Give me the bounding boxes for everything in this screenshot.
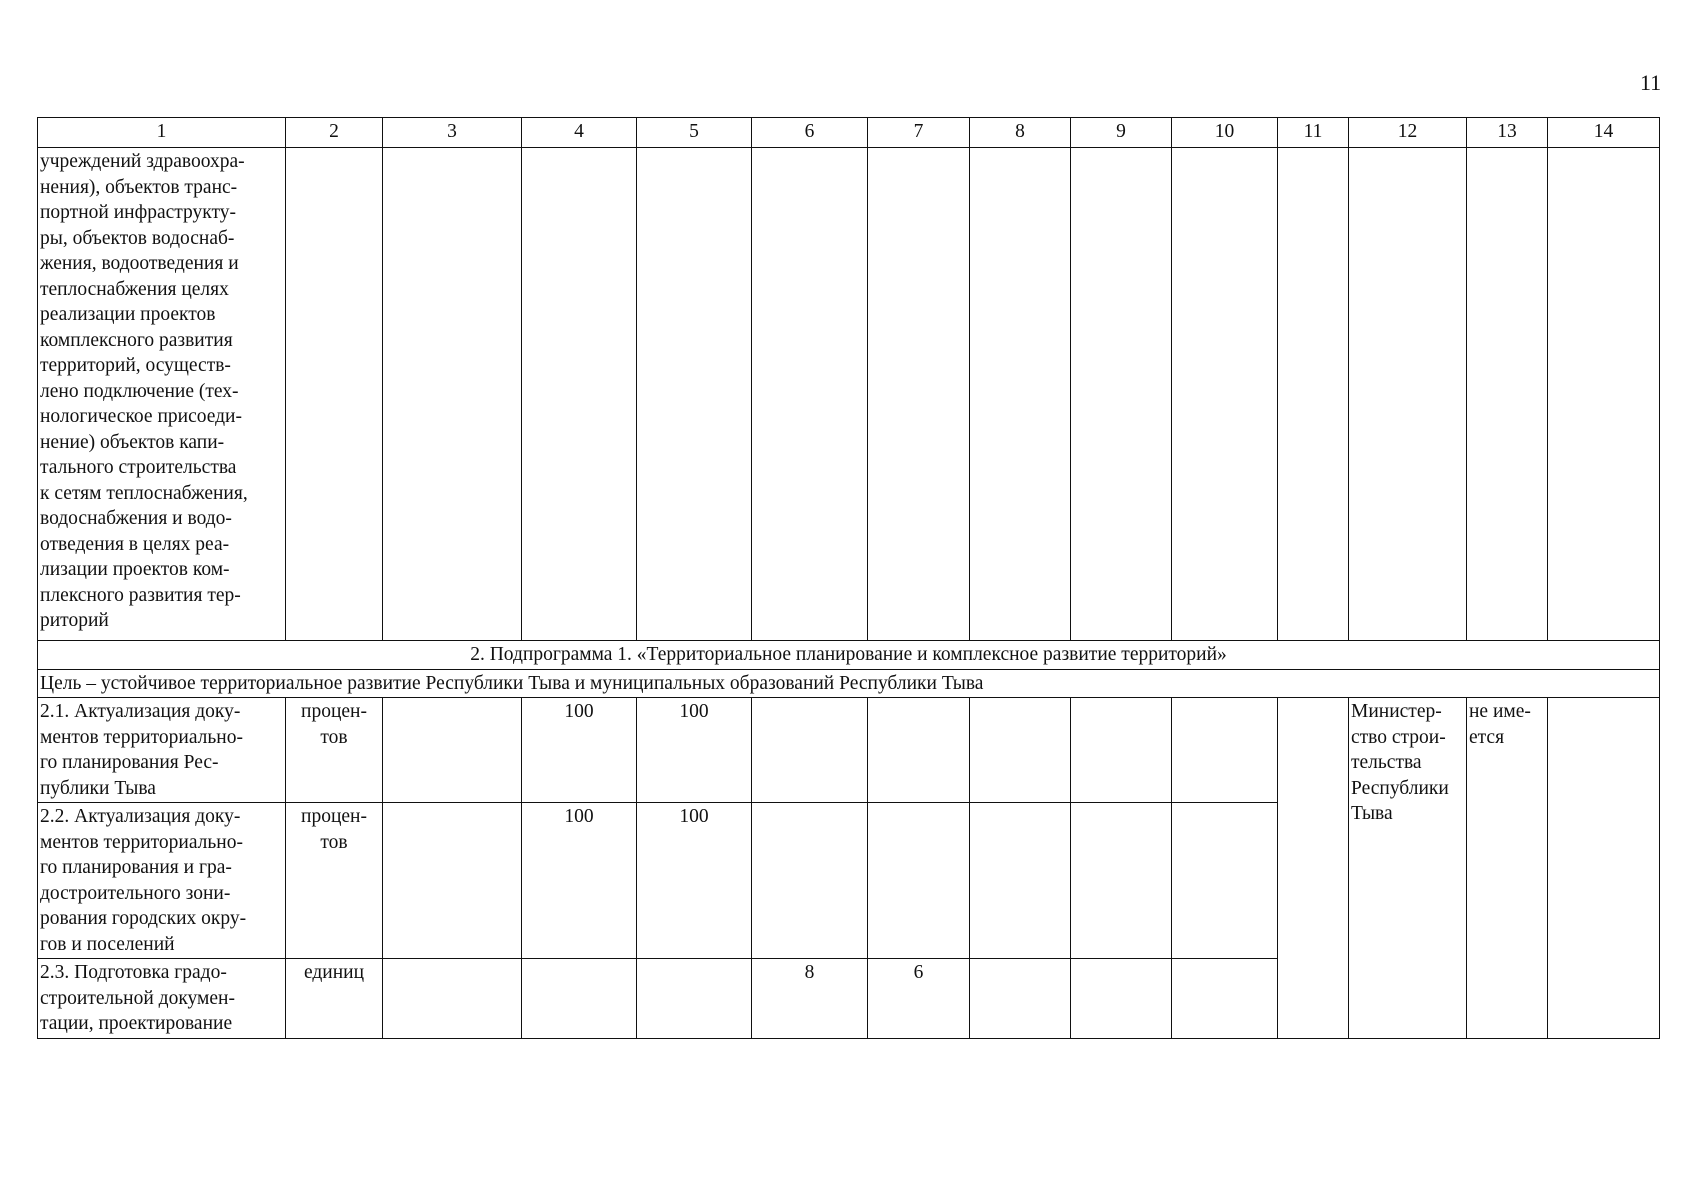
value-cell xyxy=(637,959,752,1039)
column-number: 9 xyxy=(1071,118,1172,148)
indicator-name-cell: учреждений здравоохра- нения), объектов транс- портной инфраструкту- ры, объектов водоснаб- жения, водоотведения и теплоснабжения целях реализации проектов комплексного развития территорий, осуществ- лено подключение (тех- нологическое присоеди- нение) объектов капи- тального строительства к сетям теплоснабжения, водоснабжения и водо- отведения в целях реа- лизации проектов ком- плексного развития тер- риторий xyxy=(38,148,286,641)
empty-cell xyxy=(1467,148,1548,641)
empty-cell xyxy=(1349,148,1467,641)
column-number-row xyxy=(38,118,1660,148)
empty-cell xyxy=(1071,148,1172,641)
empty-cell xyxy=(868,148,970,641)
empty-cell xyxy=(970,959,1071,1039)
column-number: 3 xyxy=(383,118,522,148)
column-number: 12 xyxy=(1349,118,1467,148)
column-number: 8 xyxy=(970,118,1071,148)
column-number: 2 xyxy=(286,118,383,148)
empty-cell xyxy=(1278,148,1349,641)
empty-cell xyxy=(383,959,522,1039)
value-cell: 100 xyxy=(637,698,752,803)
column-number: 4 xyxy=(522,118,637,148)
empty-cell xyxy=(1172,803,1278,959)
column-number: 14 xyxy=(1548,118,1660,148)
empty-cell xyxy=(1172,698,1278,803)
value-cell xyxy=(752,803,868,959)
empty-cell xyxy=(383,698,522,803)
column-number: 5 xyxy=(637,118,752,148)
goal-text: Цель – устойчивое территориальное развитие Республики Тыва и муниципальных образований Республики Тыва xyxy=(38,669,1660,698)
empty-cell xyxy=(1172,959,1278,1039)
value-cell: 6 xyxy=(868,959,970,1039)
empty-cell xyxy=(1278,698,1349,1039)
empty-cell xyxy=(970,148,1071,641)
empty-cell xyxy=(1548,698,1660,1039)
col13-cell: не име- ется xyxy=(1467,698,1548,1039)
value-cell xyxy=(752,698,868,803)
empty-cell xyxy=(383,803,522,959)
value-cell: 8 xyxy=(752,959,868,1039)
empty-cell xyxy=(1172,148,1278,641)
indicators-table xyxy=(37,117,1660,1039)
column-number: 6 xyxy=(752,118,868,148)
unit-cell: единиц xyxy=(286,959,383,1039)
indicator-name-cell: 2.2. Актуализация доку- ментов территориально- го планирования и гра- достроительного зони- рования городских окру- гов и поселений xyxy=(38,803,286,959)
empty-cell xyxy=(1071,959,1172,1039)
empty-cell xyxy=(383,148,522,641)
column-number: 10 xyxy=(1172,118,1278,148)
empty-cell xyxy=(1071,698,1172,803)
empty-cell xyxy=(970,698,1071,803)
indicator-name-cell: 2.1. Актуализация доку- ментов территориально- го планирования Рес- публики Тыва xyxy=(38,698,286,803)
value-cell: 100 xyxy=(522,803,637,959)
value-cell: 100 xyxy=(637,803,752,959)
empty-cell xyxy=(752,148,868,641)
value-cell xyxy=(868,698,970,803)
column-number: 1 xyxy=(38,118,286,148)
subprogram-row xyxy=(38,641,1660,670)
value-cell: 100 xyxy=(522,698,637,803)
goal-row xyxy=(38,669,1660,698)
column-number: 13 xyxy=(1467,118,1548,148)
column-number: 11 xyxy=(1278,118,1349,148)
value-cell xyxy=(868,803,970,959)
empty-cell xyxy=(970,803,1071,959)
empty-cell xyxy=(522,148,637,641)
page-number: 11 xyxy=(1640,70,1662,95)
indicator-name-cell: 2.3. Подготовка градо- строительной докумен- тации, проектирование xyxy=(38,959,286,1039)
table-row xyxy=(38,698,1660,803)
empty-cell xyxy=(1071,803,1172,959)
empty-cell xyxy=(286,148,383,641)
column-number: 7 xyxy=(868,118,970,148)
unit-cell: процен- тов xyxy=(286,698,383,803)
subprogram-title: 2. Подпрограмма 1. «Территориальное планирование и комплексное развитие территорий» xyxy=(38,641,1660,670)
empty-cell xyxy=(637,148,752,641)
continued-row xyxy=(38,148,1660,641)
empty-cell xyxy=(1548,148,1660,641)
unit-cell: процен- тов xyxy=(286,803,383,959)
responsible-cell: Министер- ство строи- тельства Республики Тыва xyxy=(1349,698,1467,1039)
value-cell xyxy=(522,959,637,1039)
